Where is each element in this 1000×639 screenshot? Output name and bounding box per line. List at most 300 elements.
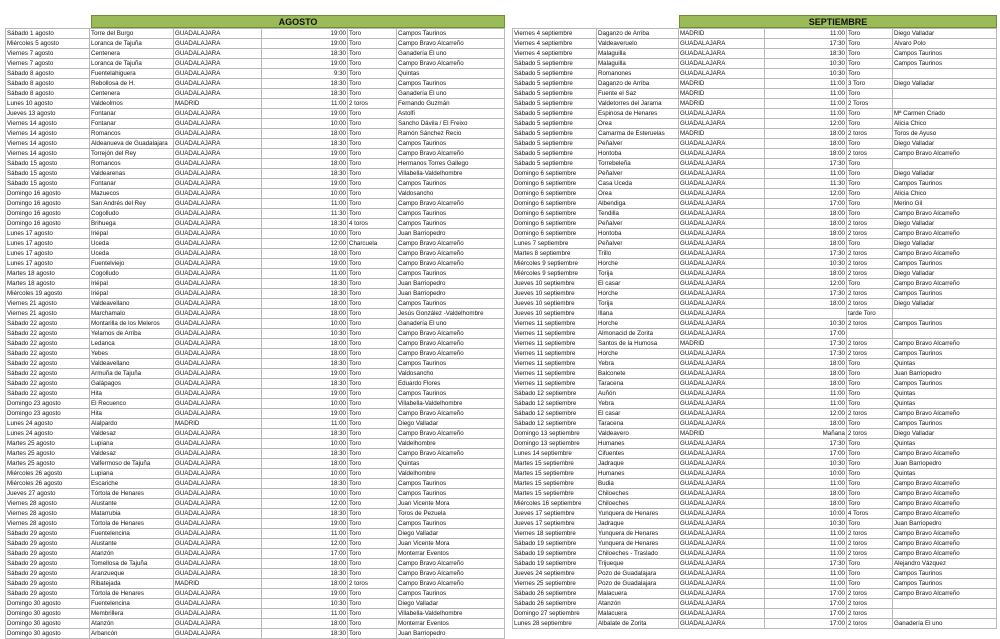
time-cell: 18:30 <box>262 509 348 519</box>
province-cell: GUADALAJARA <box>174 209 262 219</box>
province-cell: GUADALAJARA <box>679 49 765 59</box>
type-cell: 2 toros <box>847 599 893 609</box>
place-cell: Arbancón <box>90 629 174 639</box>
date-cell: Sábado 12 septiembre <box>513 409 597 419</box>
place-cell: Cogolludo <box>90 269 174 279</box>
date-cell: Domingo 13 septiembre <box>513 429 597 439</box>
province-cell: GUADALAJARA <box>679 599 765 609</box>
date-cell: Domingo 6 septiembre <box>513 219 597 229</box>
table-row <box>513 69 997 79</box>
table-row <box>6 469 505 479</box>
type-cell: Toro <box>847 169 893 179</box>
table-row <box>6 229 505 239</box>
province-cell: GUADALAJARA <box>679 69 765 79</box>
date-cell: Sábado 22 agosto <box>6 359 90 369</box>
table-row <box>513 439 997 449</box>
organizer-cell: Diego Valladar <box>893 269 997 279</box>
type-cell: 2 toros <box>847 219 893 229</box>
time-cell: 19:00 <box>262 109 348 119</box>
place-cell: Fuentelencina <box>90 529 174 539</box>
province-cell: GUADALAJARA <box>174 139 262 149</box>
table-row <box>6 599 505 609</box>
organizer-cell: Quintas <box>893 469 997 479</box>
time-cell: 19:00 <box>262 389 348 399</box>
place-cell: Valdeavellano <box>90 299 174 309</box>
province-cell: GUADALAJARA <box>174 389 262 399</box>
date-cell: Lunes 17 agosto <box>6 259 90 269</box>
time-cell: 12:00 <box>765 189 847 199</box>
table-row <box>513 99 997 109</box>
province-cell: GUADALAJARA <box>679 419 765 429</box>
place-cell: Fontanar <box>90 119 174 129</box>
type-cell: Toro <box>348 69 397 79</box>
type-cell: Toro <box>348 59 397 69</box>
place-cell: Yebes <box>90 349 174 359</box>
province-cell: GUADALAJARA <box>679 459 765 469</box>
date-cell: Jueves 17 septiembre <box>513 509 597 519</box>
province-cell: GUADALAJARA <box>679 579 765 589</box>
date-cell: Martes 15 septiembre <box>513 459 597 469</box>
organizer-cell: Campo Bravo Alcarreño <box>397 579 505 589</box>
table-row <box>513 79 997 89</box>
time-cell: 11:00 <box>765 539 847 549</box>
table-row <box>513 599 997 609</box>
table-row <box>513 489 997 499</box>
place-cell: Alustante <box>90 539 174 549</box>
table-row <box>513 539 997 549</box>
province-cell: GUADALAJARA <box>679 369 765 379</box>
organizer-cell: Campo Bravo Alcarreño <box>893 209 997 219</box>
time-cell: 19:00 <box>262 179 348 189</box>
type-cell: Toro <box>348 549 397 559</box>
province-cell: GUADALAJARA <box>174 89 262 99</box>
time-cell: 11:00 <box>765 389 847 399</box>
province-cell: GUADALAJARA <box>174 159 262 169</box>
type-cell: 3 Toro <box>847 79 893 89</box>
province-cell: GUADALAJARA <box>174 329 262 339</box>
place-cell: Espinosa de Henares <box>597 109 679 119</box>
date-cell: Miércoles 9 septiembre <box>513 269 597 279</box>
place-cell: Peñalver <box>597 139 679 149</box>
province-cell: GUADALAJARA <box>174 69 262 79</box>
table-row <box>513 509 997 519</box>
type-cell: Toro <box>348 139 397 149</box>
place-cell: Daganzo de Arriba <box>597 79 679 89</box>
date-cell: Jueves 10 septiembre <box>513 279 597 289</box>
time-cell: 18:00 <box>765 379 847 389</box>
place-cell: Mazuecos <box>90 189 174 199</box>
time-cell: 11:00 <box>765 29 847 39</box>
place-cell: Hita <box>90 409 174 419</box>
type-cell: Toro <box>348 469 397 479</box>
organizer-cell: Campo Bravo Alcarreño <box>893 589 997 599</box>
place-cell: Jadraque <box>597 519 679 529</box>
time-cell: 18:00 <box>262 559 348 569</box>
place-cell: Almonacid de Zorita <box>597 329 679 339</box>
province-cell: GUADALAJARA <box>174 179 262 189</box>
time-cell: 10:00 <box>262 319 348 329</box>
date-cell: Viernes 14 agosto <box>6 149 90 159</box>
organizer-cell: Campo Bravo Alcarreño <box>893 149 997 159</box>
time-cell: 18:00 <box>765 359 847 369</box>
organizer-cell: Campo Bravo Alcarreño <box>397 59 505 69</box>
organizer-cell: Campos Taurinos <box>397 219 505 229</box>
place-cell: Peñalver <box>597 169 679 179</box>
type-cell: Toro <box>847 139 893 149</box>
organizer-cell: Campos Taurinos <box>397 179 505 189</box>
time-cell: 10:00 <box>262 489 348 499</box>
province-cell: GUADALAJARA <box>679 179 765 189</box>
time-cell: 18:00 <box>262 349 348 359</box>
table-row <box>513 309 997 319</box>
place-cell: Fontanar <box>90 109 174 119</box>
province-cell: GUADALAJARA <box>679 489 765 499</box>
province-cell: GUADALAJARA <box>174 29 262 39</box>
organizer-cell: Campos Taurinos <box>893 419 997 429</box>
organizer-cell: Campo Bravo Alcarreño <box>397 409 505 419</box>
time-cell: 18:00 <box>262 309 348 319</box>
table-row <box>6 539 505 549</box>
organizer-cell: Campos Taurinos <box>397 489 505 499</box>
table-row <box>513 329 997 339</box>
province-cell: MADRID <box>679 79 765 89</box>
type-cell: Toro <box>348 279 397 289</box>
province-cell: GUADALAJARA <box>679 619 765 629</box>
organizer-cell: Campo Bravo Alcarreño <box>893 249 997 259</box>
type-cell: Toro <box>348 159 397 169</box>
table-row <box>6 499 505 509</box>
province-cell: GUADALAJARA <box>679 379 765 389</box>
type-cell: Toro <box>348 459 397 469</box>
time-cell: 18:30 <box>262 359 348 369</box>
province-cell: GUADALAJARA <box>174 259 262 269</box>
place-cell: Fuentelviejo <box>90 259 174 269</box>
place-cell: Atanzón <box>90 549 174 559</box>
table-row <box>513 129 997 139</box>
type-cell: Toro <box>847 419 893 429</box>
place-cell: Malacuera <box>597 589 679 599</box>
date-cell: Viernes 14 agosto <box>6 139 90 149</box>
table-row <box>513 349 997 359</box>
type-cell: Toro <box>348 559 397 569</box>
organizer-cell: Valdelhombre <box>397 469 505 479</box>
place-cell: Uceda <box>90 249 174 259</box>
organizer-cell: Valdosancho <box>397 369 505 379</box>
organizer-cell: Monterrar Eventos <box>397 549 505 559</box>
time-cell: 18:30 <box>262 139 348 149</box>
time-cell: 18:00 <box>765 239 847 249</box>
province-cell: GUADALAJARA <box>679 59 765 69</box>
type-cell: Toro <box>847 469 893 479</box>
place-cell: Chiloeches - Traslado <box>597 549 679 559</box>
time-cell: 18:00 <box>765 149 847 159</box>
time-cell: 18:30 <box>262 449 348 459</box>
time-cell: 18:00 <box>262 159 348 169</box>
table-row <box>6 239 505 249</box>
table-row <box>6 109 505 119</box>
table-row <box>513 369 997 379</box>
table-row <box>513 159 997 169</box>
place-cell: Yunquera de Henares <box>597 539 679 549</box>
place-cell: Centenera <box>90 89 174 99</box>
septiembre-table <box>512 28 997 629</box>
table-row <box>6 349 505 359</box>
place-cell: Romancos <box>90 159 174 169</box>
date-cell: Sábado 29 agosto <box>6 539 90 549</box>
time-cell: 17:30 <box>765 249 847 259</box>
province-cell: GUADALAJARA <box>174 399 262 409</box>
place-cell: Aldeanueva de Guadalajara <box>90 139 174 149</box>
time-cell: 18:30 <box>262 569 348 579</box>
table-row <box>513 529 997 539</box>
type-cell: 4 toros <box>348 219 397 229</box>
province-cell: GUADALAJARA <box>174 249 262 259</box>
organizer-cell <box>893 309 997 319</box>
organizer-cell: Villabella-Valdelhombre <box>397 399 505 409</box>
date-cell: Sábado 19 septiembre <box>513 559 597 569</box>
table-row <box>513 239 997 249</box>
time-cell: 18:00 <box>765 219 847 229</box>
table-row <box>513 259 997 269</box>
table-row <box>513 389 997 399</box>
province-cell: GUADALAJARA <box>174 299 262 309</box>
organizer-cell <box>893 329 997 339</box>
place-cell: Fuentelencina <box>90 599 174 609</box>
time-cell: 11:00 <box>262 419 348 429</box>
province-cell: GUADALAJARA <box>679 189 765 199</box>
table-row <box>6 559 505 569</box>
date-cell: Martes 15 septiembre <box>513 469 597 479</box>
province-cell: GUADALAJARA <box>174 279 262 289</box>
time-cell: 11:00 <box>262 199 348 209</box>
organizer-cell: Juan Barriopedro <box>397 229 505 239</box>
type-cell: 2 toros <box>847 229 893 239</box>
time-cell: 10:30 <box>765 319 847 329</box>
date-cell: Sábado 5 septiembre <box>513 159 597 169</box>
organizer-cell: Campos Taurinos <box>397 589 505 599</box>
type-cell: Toro <box>348 209 397 219</box>
agosto-header: AGOSTO <box>91 15 505 28</box>
time-cell: 18:30 <box>262 89 348 99</box>
type-cell: 2 toros <box>847 319 893 329</box>
place-cell: Chiloeches <box>597 499 679 509</box>
date-cell: Viernes 11 septiembre <box>513 359 597 369</box>
organizer-cell: Campos Taurinos <box>397 29 505 39</box>
type-cell: Toro <box>847 239 893 249</box>
organizer-cell: Quintas <box>893 389 997 399</box>
organizer-cell: Diego Valladar <box>893 139 997 149</box>
organizer-cell: Campos Taurinos <box>397 479 505 489</box>
time-cell: 17:00 <box>765 599 847 609</box>
province-cell: MADRID <box>679 99 765 109</box>
table-row <box>513 609 997 619</box>
place-cell: Membrillera <box>90 609 174 619</box>
table-row <box>513 409 997 419</box>
time-cell: 17:00 <box>765 329 847 339</box>
table-row <box>513 399 997 409</box>
type-cell: Toro <box>348 589 397 599</box>
time-cell: 17:30 <box>765 339 847 349</box>
type-cell: Toro <box>847 119 893 129</box>
table-row <box>6 409 505 419</box>
place-cell: Tórtola de Henares <box>90 489 174 499</box>
table-row <box>6 69 505 79</box>
table-row <box>6 269 505 279</box>
type-cell: Charcuela <box>348 239 397 249</box>
date-cell: Sábado 5 septiembre <box>513 129 597 139</box>
province-cell: GUADALAJARA <box>174 499 262 509</box>
organizer-cell: Campo Bravo Alcarreño <box>893 529 997 539</box>
date-cell: Sábado 15 agosto <box>6 159 90 169</box>
time-cell: 19:00 <box>262 409 348 419</box>
organizer-cell: Fernando Guzmán <box>397 99 505 109</box>
province-cell: GUADALAJARA <box>679 319 765 329</box>
province-cell: GUADALAJARA <box>679 409 765 419</box>
date-cell: Viernes 11 septiembre <box>513 369 597 379</box>
type-cell: Toro <box>847 379 893 389</box>
type-cell: Toro <box>348 79 397 89</box>
place-cell: Torre del Burgo <box>90 29 174 39</box>
date-cell: Viernes 11 septiembre <box>513 349 597 359</box>
type-cell: Toro <box>348 519 397 529</box>
time-cell: 11:00 <box>765 109 847 119</box>
table-row <box>513 459 997 469</box>
place-cell: Peñalver <box>597 239 679 249</box>
time-cell: 10:30 <box>262 329 348 339</box>
place-cell: Orea <box>597 189 679 199</box>
time-cell: 18:30 <box>262 289 348 299</box>
table-row <box>6 129 505 139</box>
organizer-cell: Hermanos Torres Gallego <box>397 159 505 169</box>
table-row <box>6 49 505 59</box>
place-cell: Rebollosa de H. <box>90 79 174 89</box>
date-cell: Domingo 30 agosto <box>6 619 90 629</box>
province-cell: GUADALAJARA <box>174 79 262 89</box>
type-cell: Toro <box>348 199 397 209</box>
table-row <box>6 389 505 399</box>
place-cell: Valdearenas <box>90 169 174 179</box>
date-cell: Viernes 21 agosto <box>6 309 90 319</box>
time-cell: 17:30 <box>765 439 847 449</box>
type-cell: Toro <box>348 569 397 579</box>
type-cell: Toro <box>348 329 397 339</box>
type-cell: Toro <box>847 39 893 49</box>
organizer-cell: Campos Taurinos <box>893 59 997 69</box>
place-cell: Peñalver <box>597 219 679 229</box>
type-cell: 2 toros <box>847 549 893 559</box>
place-cell: Montarilla de los Meleros <box>90 319 174 329</box>
time-cell: 18:30 <box>262 279 348 289</box>
place-cell: Cifuentes <box>597 449 679 459</box>
organizer-cell: Campo Bravo Alcarreño <box>893 539 997 549</box>
place-cell: Illana <box>597 309 679 319</box>
type-cell: 2 toros <box>847 129 893 139</box>
date-cell: Sábado 19 septiembre <box>513 539 597 549</box>
table-row <box>513 379 997 389</box>
province-cell: GUADALAJARA <box>174 379 262 389</box>
organizer-cell: Campos Taurinos <box>397 519 505 529</box>
type-cell: 2 toros <box>847 149 893 159</box>
table-row <box>513 319 997 329</box>
date-cell: Sábado 22 agosto <box>6 329 90 339</box>
organizer-cell: Campos Taurinos <box>893 179 997 189</box>
place-cell: Yunquera de Henares <box>597 509 679 519</box>
time-cell: 18:00 <box>765 209 847 219</box>
table-row <box>6 489 505 499</box>
time-cell: 12:00 <box>262 539 348 549</box>
province-cell: GUADALAJARA <box>679 239 765 249</box>
date-cell: Jueves 27 agosto <box>6 489 90 499</box>
date-cell: Viernes 11 septiembre <box>513 329 597 339</box>
date-cell: Sábado 5 septiembre <box>513 99 597 109</box>
table-row <box>513 279 997 289</box>
place-cell: Malaguilla <box>597 49 679 59</box>
table-row <box>513 419 997 429</box>
date-cell: Sábado 29 agosto <box>6 559 90 569</box>
organizer-cell: Campo Bravo Alcarreño <box>893 279 997 289</box>
time-cell: 18:30 <box>262 479 348 489</box>
time-cell: 12:00 <box>765 409 847 419</box>
table-row <box>6 479 505 489</box>
place-cell: Ribatejada <box>90 579 174 589</box>
place-cell: Hita <box>90 389 174 399</box>
province-cell: GUADALAJARA <box>679 569 765 579</box>
time-cell: 18:00 <box>262 579 348 589</box>
date-cell: Lunes 28 septiembre <box>513 619 597 629</box>
organizer-cell: Campo Bravo Alcarreño <box>397 559 505 569</box>
date-cell: Martes 18 agosto <box>6 269 90 279</box>
date-cell: Sábado 5 septiembre <box>513 109 597 119</box>
type-cell: Toro <box>847 159 893 169</box>
place-cell: San Andrés del Rey <box>90 199 174 209</box>
place-cell: Yelamos de Arriba <box>90 329 174 339</box>
province-cell: GUADALAJARA <box>174 459 262 469</box>
province-cell: GUADALAJARA <box>679 589 765 599</box>
organizer-cell: Diego Valladar <box>893 429 997 439</box>
date-cell: Domingo 23 agosto <box>6 399 90 409</box>
province-cell: GUADALAJARA <box>174 189 262 199</box>
date-cell: Domingo 6 septiembre <box>513 189 597 199</box>
province-cell: GUADALAJARA <box>679 549 765 559</box>
organizer-cell: Diego Valladar <box>893 219 997 229</box>
table-row <box>513 39 997 49</box>
time-cell: 17:30 <box>765 39 847 49</box>
place-cell: Fontanar <box>90 179 174 189</box>
time-cell: 11:00 <box>262 269 348 279</box>
time-cell: 17:30 <box>765 289 847 299</box>
place-cell: Albalate de Zorita <box>597 619 679 629</box>
organizer-cell: Campos Taurinos <box>893 349 997 359</box>
place-cell: El casar <box>597 409 679 419</box>
septiembre-sheet <box>512 15 997 629</box>
type-cell: 2 toros <box>847 609 893 619</box>
table-row <box>6 259 505 269</box>
type-cell: Toro <box>847 179 893 189</box>
place-cell: Galápagos <box>90 379 174 389</box>
table-row <box>6 369 505 379</box>
place-cell: Auñón <box>597 389 679 399</box>
table-row <box>513 219 997 229</box>
date-cell: Viernes 4 septiembre <box>513 49 597 59</box>
table-row <box>6 139 505 149</box>
organizer-cell: Sancho Dávila / El Freixo <box>397 119 505 129</box>
province-cell: GUADALAJARA <box>174 219 262 229</box>
province-cell: GUADALAJARA <box>679 259 765 269</box>
type-cell: Toro <box>348 169 397 179</box>
province-cell: GUADALAJARA <box>174 229 262 239</box>
time-cell: 18:00 <box>765 499 847 509</box>
type-cell <box>847 329 893 339</box>
